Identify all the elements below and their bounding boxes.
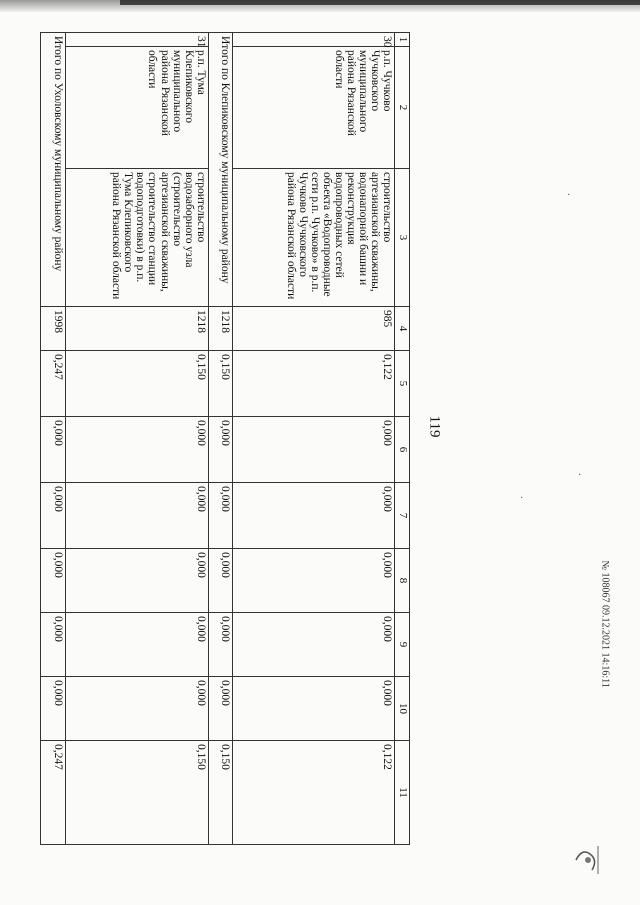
row-work: строительство артезианской скважины, водонапорной башни и реконструкция водопроводных сетей объекта «Водопроводные сети р.п. Чучково» в р.п. Чучково Чучковского района Рязанской области (233, 169, 395, 307)
cell-11: 0,150 (208, 741, 233, 845)
scan-top-shadow (120, 0, 640, 5)
cell-4: 1998 (41, 307, 66, 351)
col-header: 11 (395, 741, 410, 845)
table-row (233, 33, 395, 845)
total-label: Итого по Клепиковскому муниципальному району (208, 33, 233, 307)
col-header: 7 (395, 483, 410, 549)
col-header: 6 (395, 417, 410, 483)
col-header: 1 (395, 33, 410, 47)
footer-registration: № 108067 09.12.2021 14:16:11 (599, 560, 611, 688)
row-number: 30 (233, 33, 395, 47)
col-header: 4 (395, 307, 410, 351)
cell-9: 0,000 (233, 613, 395, 677)
row-number: 31 (65, 33, 208, 47)
cell-9: 0,000 (41, 613, 66, 677)
cell-4: 1218 (208, 307, 233, 351)
table-total-row (208, 33, 233, 845)
cell-5: 0,247 (41, 351, 66, 417)
row-place: р.п. Тума Клепиковского муниципального района Рязанской области (65, 47, 208, 169)
cell-8: 0,000 (65, 549, 208, 613)
cell-9: 0,000 (65, 613, 208, 677)
row-work: строительство водозаборного узла (строительство артезианской скважины, строительство станции водоподготовки) в р.п. Тума Клепиковского района Рязанской области (65, 169, 208, 307)
cell-8: 0,000 (208, 549, 233, 613)
scan-speck: · (520, 493, 524, 504)
cell-6: 0,000 (208, 417, 233, 483)
cell-9: 0,000 (208, 613, 233, 677)
cell-5: 0,150 (65, 351, 208, 417)
cell-10: 0,000 (208, 677, 233, 741)
cell-4: 985 (233, 307, 395, 351)
cell-8: 0,000 (233, 549, 395, 613)
cell-10: 0,000 (41, 677, 66, 741)
row-place: р.п. Чучково Чучковского муниципального района Рязанской области (233, 47, 395, 169)
cell-4: 1218 (65, 307, 208, 351)
col-header: 10 (395, 677, 410, 741)
cell-7: 0,000 (65, 483, 208, 549)
scan-speck: · (567, 190, 571, 201)
cell-5: 0,150 (208, 351, 233, 417)
scan-speck: · (578, 470, 582, 481)
cell-7: 0,000 (41, 483, 66, 549)
cell-7: 0,000 (208, 483, 233, 549)
col-header: 8 (395, 549, 410, 613)
stamp-logo-icon (568, 840, 608, 880)
cell-11: 0,122 (233, 741, 395, 845)
cell-8: 0,000 (41, 549, 66, 613)
table-total-row (41, 33, 66, 845)
data-table (40, 32, 410, 845)
cell-6: 0,000 (65, 417, 208, 483)
table-row (65, 33, 208, 845)
cell-10: 0,000 (65, 677, 208, 741)
cell-11: 0,150 (65, 741, 208, 845)
table-region (40, 32, 410, 844)
col-header: 2 (395, 47, 410, 169)
cell-11: 0,247 (41, 741, 66, 845)
cell-5: 0,122 (233, 351, 395, 417)
total-label: Итого по Ухоловскому муниципальному району (41, 33, 66, 307)
col-header: 9 (395, 613, 410, 677)
header-row (395, 33, 410, 845)
cell-6: 0,000 (233, 417, 395, 483)
col-header: 3 (395, 169, 410, 307)
page-number: 119 (426, 415, 443, 438)
col-header: 5 (395, 351, 410, 417)
cell-6: 0,000 (41, 417, 66, 483)
cell-7: 0,000 (233, 483, 395, 549)
rotated-table-wrapper (40, 32, 410, 844)
cell-10: 0,000 (233, 677, 395, 741)
